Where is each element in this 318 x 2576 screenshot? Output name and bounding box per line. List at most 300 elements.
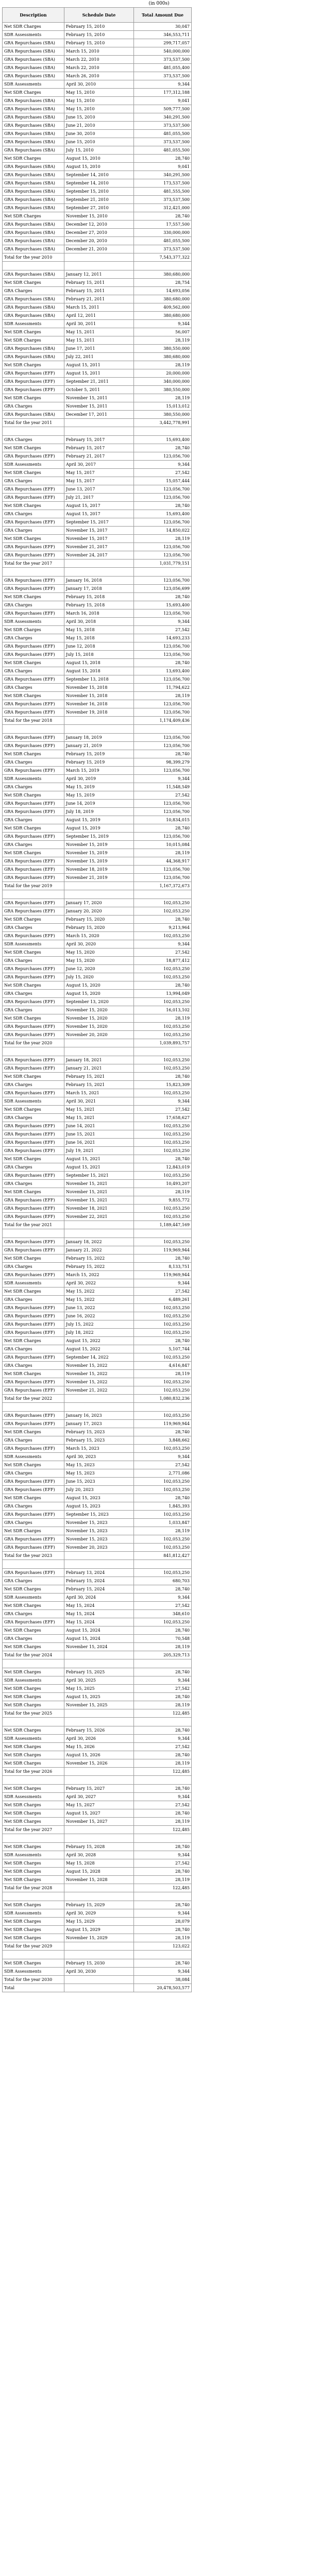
table-row bbox=[3, 1968, 192, 1976]
description-cell: GRA Repurchases (SBA) bbox=[3, 72, 64, 80]
amount-cell: 3,848,662 bbox=[134, 1436, 192, 1445]
description-cell: Net SDR Charges bbox=[3, 1809, 64, 1818]
amount-cell: 481,055,500 bbox=[134, 146, 192, 155]
amount-cell: 9,041 bbox=[134, 163, 192, 171]
description-cell: Net SDR Charges bbox=[3, 1428, 64, 1436]
description-cell: Net SDR Charges bbox=[3, 1934, 64, 1942]
date-cell: May 15, 2029 bbox=[64, 1918, 134, 1926]
amount-cell: 102,053,250 bbox=[134, 1056, 192, 1064]
description-cell: Net SDR Charges bbox=[3, 1701, 64, 1709]
table-row bbox=[3, 1172, 192, 1180]
amount-cell: 1,033,847 bbox=[134, 1519, 192, 1527]
description-cell: GRA Charges bbox=[3, 510, 64, 518]
repayment-schedule-table bbox=[2, 7, 192, 1992]
description-cell: GRA Repurchases (EFF) bbox=[3, 734, 64, 742]
date-cell: September 21, 2011 bbox=[64, 378, 134, 386]
amount-cell: 102,053,250 bbox=[134, 1312, 192, 1320]
date-cell: February 21, 2011 bbox=[64, 295, 134, 303]
date-cell: June 21, 2010 bbox=[64, 122, 134, 130]
table-row bbox=[3, 279, 192, 287]
spacer-cell bbox=[64, 568, 134, 577]
amount-cell: 28,740 bbox=[134, 1155, 192, 1163]
description-cell: GRA Repurchases (SBA) bbox=[3, 245, 64, 253]
date-cell: September 15, 2019 bbox=[64, 833, 134, 841]
amount-cell: 102,053,250 bbox=[134, 1378, 192, 1386]
table-row bbox=[3, 1610, 192, 1618]
amount-cell: 841,812,427 bbox=[134, 1552, 192, 1560]
description-cell: GRA Repurchases (EFF) bbox=[3, 1213, 64, 1221]
description-cell: Net SDR Charges bbox=[3, 659, 64, 667]
table-row bbox=[3, 1122, 192, 1130]
amount-cell: 119,969,944 bbox=[134, 1246, 192, 1255]
header-description: Description bbox=[3, 8, 64, 23]
date-cell: November 20, 2020 bbox=[64, 1031, 134, 1039]
amount-cell: 27,542 bbox=[134, 469, 192, 477]
date-cell: November 15, 2018 bbox=[64, 684, 134, 692]
table-row bbox=[3, 857, 192, 866]
amount-cell: 28,740 bbox=[134, 1693, 192, 1701]
table-row bbox=[3, 1155, 192, 1163]
date-cell: November 15, 2017 bbox=[64, 535, 134, 543]
table-row bbox=[3, 1693, 192, 1701]
amount-cell: 27,542 bbox=[134, 1287, 192, 1296]
description-cell: GRA Repurchases (EFF) bbox=[3, 1535, 64, 1544]
date-cell: February 15, 2018 bbox=[64, 601, 134, 609]
table-row bbox=[3, 287, 192, 295]
amount-cell: 28,119 bbox=[134, 336, 192, 345]
date-cell: April 30, 2022 bbox=[64, 1279, 134, 1287]
amount-cell: 340,291,500 bbox=[134, 113, 192, 122]
table-row bbox=[3, 320, 192, 328]
table-row bbox=[3, 394, 192, 402]
table-row bbox=[3, 998, 192, 1006]
amount-cell: 348,610 bbox=[134, 1610, 192, 1618]
table-row bbox=[3, 1751, 192, 1759]
table-row bbox=[3, 229, 192, 237]
spacer-cell bbox=[64, 1560, 134, 1569]
spacer-cell bbox=[134, 1403, 192, 1412]
table-row bbox=[3, 907, 192, 916]
amount-cell: 44,368,917 bbox=[134, 857, 192, 866]
description-cell: GRA Charges bbox=[3, 957, 64, 965]
description-cell: Net SDR Charges bbox=[3, 1918, 64, 1926]
amount-cell: 15,693,400 bbox=[134, 601, 192, 609]
description-cell: SDR Assessments bbox=[3, 1453, 64, 1461]
amount-cell: 9,344 bbox=[134, 461, 192, 469]
description-cell: Total for the year 2020 bbox=[3, 1039, 64, 1047]
amount-cell: 28,740 bbox=[134, 593, 192, 601]
year-total-row bbox=[3, 1039, 192, 1047]
table-row bbox=[3, 1287, 192, 1296]
description-cell: SDR Assessments bbox=[3, 1735, 64, 1743]
schedule-body bbox=[3, 23, 192, 1992]
section-spacer bbox=[3, 890, 192, 899]
description-cell: GRA Repurchases (SBA) bbox=[3, 303, 64, 312]
description-cell: GRA Repurchases (SBA) bbox=[3, 312, 64, 320]
amount-cell: 28,119 bbox=[134, 1876, 192, 1884]
description-cell: GRA Charges bbox=[3, 1114, 64, 1122]
table-row bbox=[3, 642, 192, 651]
amount-cell: 27,542 bbox=[134, 1859, 192, 1868]
amount-cell: 16,013,102 bbox=[134, 1006, 192, 1014]
description-cell: Net SDR Charges bbox=[3, 981, 64, 990]
date-cell: November 15, 2026 bbox=[64, 1759, 134, 1768]
date-cell: February 15, 2028 bbox=[64, 1843, 134, 1851]
date-cell: May 15, 2025 bbox=[64, 1685, 134, 1693]
table-row bbox=[3, 593, 192, 601]
description-cell: GRA Charges bbox=[3, 1081, 64, 1089]
spacer-cell bbox=[134, 1834, 192, 1843]
description-cell: GRA Repurchases (SBA) bbox=[3, 64, 64, 72]
date-cell: April 30, 2010 bbox=[64, 80, 134, 89]
table-row bbox=[3, 386, 192, 394]
amount-cell: 28,740 bbox=[134, 1626, 192, 1635]
date-cell: August 15, 2026 bbox=[64, 1751, 134, 1759]
amount-cell: 102,053,250 bbox=[134, 907, 192, 916]
description-cell: GRA Charges bbox=[3, 402, 64, 411]
date-cell: August 15, 2024 bbox=[64, 1635, 134, 1643]
section-spacer bbox=[3, 725, 192, 734]
description-cell: GRA Repurchases (EFF) bbox=[3, 485, 64, 494]
date-cell: November 15, 2011 bbox=[64, 402, 134, 411]
date-cell: June 16, 2022 bbox=[64, 1312, 134, 1320]
table-row bbox=[3, 849, 192, 857]
spacer-cell bbox=[134, 1047, 192, 1056]
description-cell: GRA Charges bbox=[3, 783, 64, 791]
table-row bbox=[3, 1031, 192, 1039]
date-cell: March 15, 2022 bbox=[64, 1271, 134, 1279]
description-cell: GRA Repurchases (EFF) bbox=[3, 675, 64, 684]
table-row bbox=[3, 1785, 192, 1793]
amount-cell: 509,777,500 bbox=[134, 105, 192, 113]
description-cell: GRA Repurchases (SBA) bbox=[3, 411, 64, 419]
amount-cell: 122,485 bbox=[134, 1709, 192, 1718]
date-cell: January 17, 2018 bbox=[64, 585, 134, 593]
amount-cell: 28,740 bbox=[134, 1901, 192, 1909]
description-cell: Total for the year 2030 bbox=[3, 1976, 64, 1984]
table-row bbox=[3, 1793, 192, 1801]
amount-cell: 123,056,700 bbox=[134, 494, 192, 502]
description-cell: GRA Repurchases (SBA) bbox=[3, 138, 64, 146]
table-row bbox=[3, 1594, 192, 1602]
date-cell: November 15, 2021 bbox=[64, 1180, 134, 1188]
date-cell: November 15, 2017 bbox=[64, 527, 134, 535]
amount-cell: 102,053,250 bbox=[134, 1486, 192, 1494]
description-cell: GRA Repurchases (EFF) bbox=[3, 742, 64, 750]
amount-cell: 28,740 bbox=[134, 1751, 192, 1759]
date-cell: December 27, 2010 bbox=[64, 229, 134, 237]
amount-cell: 409,562,000 bbox=[134, 303, 192, 312]
date-cell: August 15, 2029 bbox=[64, 1926, 134, 1934]
amount-cell: 481,055,500 bbox=[134, 130, 192, 138]
date-cell bbox=[64, 882, 134, 890]
section-spacer bbox=[3, 1718, 192, 1726]
date-cell: May 15, 2010 bbox=[64, 105, 134, 113]
amount-cell: 123,056,700 bbox=[134, 874, 192, 882]
date-cell: January 18, 2022 bbox=[64, 1238, 134, 1246]
date-cell: December 12, 2010 bbox=[64, 221, 134, 229]
description-cell: GRA Charges bbox=[3, 477, 64, 485]
date-cell: September 14, 2010 bbox=[64, 179, 134, 188]
table-row bbox=[3, 824, 192, 833]
table-row bbox=[3, 353, 192, 361]
table-row bbox=[3, 659, 192, 667]
description-cell: GRA Repurchases (EFF) bbox=[3, 651, 64, 659]
date-cell: April 30, 2019 bbox=[64, 775, 134, 783]
date-cell: February 15, 2026 bbox=[64, 1726, 134, 1735]
amount-cell: 102,053,250 bbox=[134, 1569, 192, 1577]
description-cell: GRA Repurchases (EFF) bbox=[3, 378, 64, 386]
date-cell: June 15, 2010 bbox=[64, 138, 134, 146]
date-cell: August 15, 2010 bbox=[64, 163, 134, 171]
date-cell: November 22, 2021 bbox=[64, 1213, 134, 1221]
table-row bbox=[3, 378, 192, 386]
date-cell: May 15, 2010 bbox=[64, 89, 134, 97]
amount-cell: 102,053,250 bbox=[134, 1320, 192, 1329]
amount-cell: 28,740 bbox=[134, 1337, 192, 1345]
date-cell: March 15, 2021 bbox=[64, 1089, 134, 1097]
spacer-cell bbox=[3, 568, 64, 577]
date-cell: July 20, 2023 bbox=[64, 1486, 134, 1494]
amount-cell: 28,740 bbox=[134, 824, 192, 833]
amount-cell: 10,493,207 bbox=[134, 1180, 192, 1188]
date-cell: November 15, 2018 bbox=[64, 692, 134, 700]
description-cell: Net SDR Charges bbox=[3, 916, 64, 924]
amount-cell: 28,119 bbox=[134, 1701, 192, 1709]
date-cell bbox=[64, 1826, 134, 1834]
date-cell: March 22, 2010 bbox=[64, 64, 134, 72]
amount-cell: 13,693,400 bbox=[134, 667, 192, 675]
date-cell: March 15, 2019 bbox=[64, 767, 134, 775]
table-row bbox=[3, 577, 192, 585]
table-row bbox=[3, 916, 192, 924]
description-cell: Net SDR Charges bbox=[3, 1585, 64, 1594]
description-cell: GRA Charges bbox=[3, 527, 64, 535]
date-cell: August 15, 2023 bbox=[64, 1502, 134, 1511]
description-cell: Net SDR Charges bbox=[3, 469, 64, 477]
amount-cell: 102,053,250 bbox=[134, 1386, 192, 1395]
amount-cell: 2,771,086 bbox=[134, 1469, 192, 1478]
amount-cell: 123,056,700 bbox=[134, 833, 192, 841]
description-cell: Net SDR Charges bbox=[3, 750, 64, 758]
description-cell: GRA Repurchases (EFF) bbox=[3, 1569, 64, 1577]
description-cell: Net SDR Charges bbox=[3, 1287, 64, 1296]
year-total-row bbox=[3, 1976, 192, 1984]
date-cell: August 15, 2028 bbox=[64, 1868, 134, 1876]
date-cell: April 30, 2011 bbox=[64, 320, 134, 328]
description-cell: Net SDR Charges bbox=[3, 1643, 64, 1651]
description-cell: GRA Repurchases (EFF) bbox=[3, 1329, 64, 1337]
table-row bbox=[3, 808, 192, 816]
table-row bbox=[3, 1428, 192, 1436]
date-cell: November 19, 2018 bbox=[64, 708, 134, 717]
amount-cell: 28,119 bbox=[134, 1818, 192, 1826]
amount-cell: 373,537,500 bbox=[134, 56, 192, 64]
amount-cell: 9,344 bbox=[134, 775, 192, 783]
description-cell: Net SDR Charges bbox=[3, 1155, 64, 1163]
amount-cell: 9,344 bbox=[134, 1909, 192, 1918]
date-cell: October 5, 2011 bbox=[64, 386, 134, 394]
amount-cell: 28,079 bbox=[134, 1918, 192, 1926]
description-cell: Total for the year 2026 bbox=[3, 1768, 64, 1776]
date-cell: August 15, 2027 bbox=[64, 1809, 134, 1818]
amount-cell: 380,680,000 bbox=[134, 312, 192, 320]
description-cell: GRA Repurchases (EFF) bbox=[3, 1172, 64, 1180]
date-cell: May 15, 2024 bbox=[64, 1610, 134, 1618]
date-cell: April 30, 2018 bbox=[64, 618, 134, 626]
date-cell: May 15, 2019 bbox=[64, 783, 134, 791]
description-cell: GRA Repurchases (EFF) bbox=[3, 1196, 64, 1205]
date-cell: September 15, 2023 bbox=[64, 1511, 134, 1519]
section-spacer bbox=[3, 1892, 192, 1901]
table-row bbox=[3, 1056, 192, 1064]
date-cell: July 15, 2018 bbox=[64, 651, 134, 659]
amount-cell: 28,740 bbox=[134, 659, 192, 667]
amount-cell: 27,542 bbox=[134, 948, 192, 957]
date-cell bbox=[64, 1552, 134, 1560]
amount-cell: 28,740 bbox=[134, 155, 192, 163]
date-cell: August 15, 2021 bbox=[64, 1155, 134, 1163]
description-cell: Total for the year 2028 bbox=[3, 1884, 64, 1892]
date-cell: August 15, 2020 bbox=[64, 990, 134, 998]
amount-cell: 28,119 bbox=[134, 1934, 192, 1942]
date-cell: November 24, 2017 bbox=[64, 551, 134, 560]
spacer-cell bbox=[3, 1229, 64, 1238]
section-spacer bbox=[3, 1229, 192, 1238]
date-cell: February 21, 2017 bbox=[64, 452, 134, 461]
amount-cell: 9,344 bbox=[134, 618, 192, 626]
amount-cell: 102,053,250 bbox=[134, 998, 192, 1006]
spacer-cell bbox=[134, 890, 192, 899]
table-row bbox=[3, 146, 192, 155]
date-cell: November 15, 2022 bbox=[64, 1370, 134, 1378]
date-cell: June 15, 2010 bbox=[64, 113, 134, 122]
date-cell: April 30, 2023 bbox=[64, 1453, 134, 1461]
table-row bbox=[3, 270, 192, 279]
amount-cell: 1,167,372,673 bbox=[134, 882, 192, 890]
table-row bbox=[3, 924, 192, 932]
amount-cell: 28,740 bbox=[134, 1843, 192, 1851]
year-total-row bbox=[3, 1942, 192, 1951]
amount-cell: 9,213,964 bbox=[134, 924, 192, 932]
section-spacer bbox=[3, 1560, 192, 1569]
date-cell: May 15, 2024 bbox=[64, 1602, 134, 1610]
date-cell: May 15, 2026 bbox=[64, 1743, 134, 1751]
date-cell: April 30, 2021 bbox=[64, 1097, 134, 1106]
table-row bbox=[3, 1353, 192, 1362]
description-cell: Net SDR Charges bbox=[3, 791, 64, 800]
table-row bbox=[3, 171, 192, 179]
spacer-cell bbox=[3, 262, 64, 270]
table-row bbox=[3, 1726, 192, 1735]
year-total-row bbox=[3, 1651, 192, 1659]
description-cell: GRA Charges bbox=[3, 990, 64, 998]
date-cell: November 16, 2018 bbox=[64, 700, 134, 708]
date-cell: June 16, 2021 bbox=[64, 1139, 134, 1147]
spacer-cell bbox=[3, 1403, 64, 1412]
description-cell: Total for the year 2027 bbox=[3, 1826, 64, 1834]
amount-cell: 27,542 bbox=[134, 1106, 192, 1114]
amount-cell: 27,542 bbox=[134, 1602, 192, 1610]
table-row bbox=[3, 1006, 192, 1014]
amount-cell: 122,485 bbox=[134, 1884, 192, 1892]
amount-cell: 28,119 bbox=[134, 535, 192, 543]
table-row bbox=[3, 965, 192, 973]
spacer-cell bbox=[64, 1892, 134, 1901]
amount-cell: 28,119 bbox=[134, 849, 192, 857]
table-row bbox=[3, 221, 192, 229]
date-cell: May 15, 2017 bbox=[64, 477, 134, 485]
amount-cell: 9,344 bbox=[134, 1851, 192, 1859]
date-cell: July 22, 2011 bbox=[64, 353, 134, 361]
description-cell: SDR Assessments bbox=[3, 31, 64, 39]
spacer-cell bbox=[64, 1834, 134, 1843]
amount-cell: 11,794,622 bbox=[134, 684, 192, 692]
table-row bbox=[3, 1073, 192, 1081]
amount-cell: 12,843,019 bbox=[134, 1163, 192, 1172]
table-row bbox=[3, 1461, 192, 1469]
date-cell: February 15, 2030 bbox=[64, 1959, 134, 1968]
amount-cell: 6,489,261 bbox=[134, 1296, 192, 1304]
table-row bbox=[3, 105, 192, 113]
description-cell: Net SDR Charges bbox=[3, 1014, 64, 1023]
table-row bbox=[3, 1926, 192, 1934]
section-spacer bbox=[3, 1776, 192, 1785]
date-cell bbox=[64, 1884, 134, 1892]
description-cell: GRA Repurchases (EFF) bbox=[3, 1618, 64, 1626]
amount-cell: 28,119 bbox=[134, 1759, 192, 1768]
amount-cell: 102,053,250 bbox=[134, 1089, 192, 1097]
table-row bbox=[3, 1023, 192, 1031]
table-row bbox=[3, 494, 192, 502]
description-cell: GRA Repurchases (EFF) bbox=[3, 700, 64, 708]
date-cell: February 15, 2019 bbox=[64, 758, 134, 767]
year-total-row bbox=[3, 882, 192, 890]
amount-cell: 13,994,049 bbox=[134, 990, 192, 998]
description-cell: Net SDR Charges bbox=[3, 1337, 64, 1345]
description-cell: GRA Repurchases (EFF) bbox=[3, 1478, 64, 1486]
amount-cell: 373,537,500 bbox=[134, 122, 192, 130]
date-cell: March 26, 2010 bbox=[64, 72, 134, 80]
description-cell: GRA Repurchases (SBA) bbox=[3, 353, 64, 361]
table-row bbox=[3, 1279, 192, 1287]
amount-cell: 102,053,250 bbox=[134, 1304, 192, 1312]
description-cell: Net SDR Charges bbox=[3, 1743, 64, 1751]
grand-total-row bbox=[3, 1984, 192, 1992]
description-cell: GRA Repurchases (EFF) bbox=[3, 577, 64, 585]
date-cell: May 15, 2018 bbox=[64, 634, 134, 642]
date-cell: May 15, 2020 bbox=[64, 948, 134, 957]
date-cell: November 15, 2027 bbox=[64, 1818, 134, 1826]
date-cell: January 17, 2020 bbox=[64, 899, 134, 907]
date-cell: March 22, 2010 bbox=[64, 56, 134, 64]
table-row bbox=[3, 684, 192, 692]
table-row bbox=[3, 80, 192, 89]
description-cell: GRA Repurchases (EFF) bbox=[3, 1238, 64, 1246]
description-cell: GRA Repurchases (EFF) bbox=[3, 585, 64, 593]
date-cell: November 20, 2023 bbox=[64, 1544, 134, 1552]
description-cell: Total for the year 2025 bbox=[3, 1709, 64, 1718]
spacer-cell bbox=[64, 890, 134, 899]
date-cell: June 30, 2010 bbox=[64, 130, 134, 138]
table-row bbox=[3, 1147, 192, 1155]
spacer-cell bbox=[64, 1776, 134, 1785]
table-row bbox=[3, 188, 192, 196]
description-cell: GRA Charges bbox=[3, 1296, 64, 1304]
year-total-row bbox=[3, 1552, 192, 1560]
table-row bbox=[3, 948, 192, 957]
description-cell: Total for the year 2021 bbox=[3, 1221, 64, 1229]
